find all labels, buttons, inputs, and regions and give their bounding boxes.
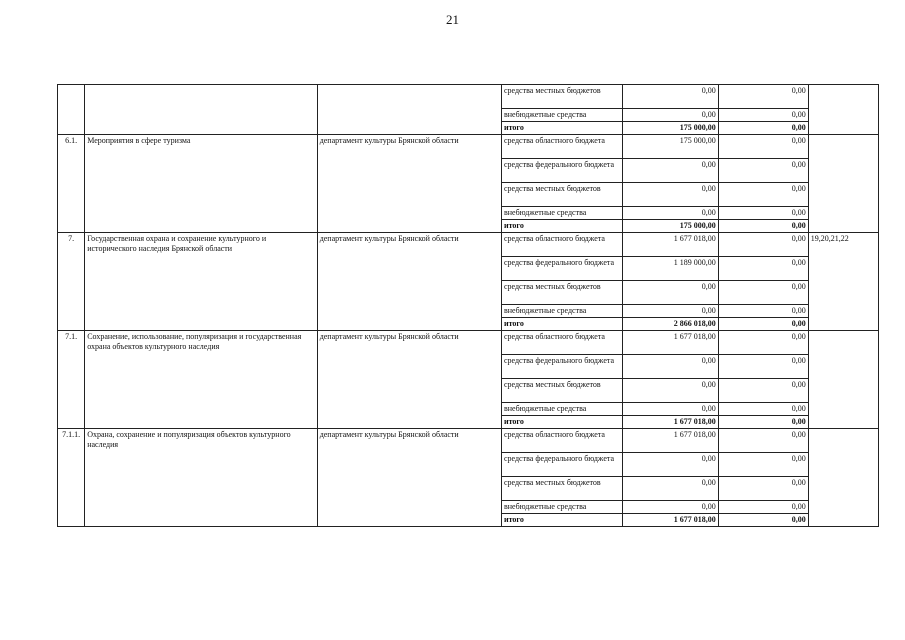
table-row <box>58 331 879 355</box>
cell-value-1: 1 677 018,00 <box>623 429 718 453</box>
cell-source: итого <box>501 220 622 233</box>
cell-measure-name: Государственная охрана и сохранение культурного и исторического наследия Брянской области <box>85 233 317 331</box>
cell-value-1: 0,00 <box>623 207 718 220</box>
cell-source: итого <box>501 318 622 331</box>
cell-value-2: 0,00 <box>718 331 808 355</box>
cell-value-1: 175 000,00 <box>623 135 718 159</box>
cell-source: средства федерального бюджета <box>501 159 622 183</box>
cell-measure-name: Охрана, сохранение и популяризация объектов культурного наследия <box>85 429 317 527</box>
cell-source: итого <box>501 514 622 527</box>
cell-source: средства областного бюджета <box>501 331 622 355</box>
cell-value-2: 0,00 <box>718 305 808 318</box>
table-row <box>58 85 879 109</box>
cell-source: средства федерального бюджета <box>501 453 622 477</box>
cell-value-2: 0,00 <box>718 207 808 220</box>
cell-value-2: 0,00 <box>718 220 808 233</box>
cell-indicator-refs: 19,20,21,22 <box>808 233 878 331</box>
table-row <box>58 429 879 453</box>
cell-source: средства областного бюджета <box>501 429 622 453</box>
page-number: 21 <box>446 12 459 27</box>
cell-value-2: 0,00 <box>718 257 808 281</box>
cell-source: итого <box>501 122 622 135</box>
cell-source: средства местных бюджетов <box>501 85 622 109</box>
cell-item-number: 6.1. <box>58 135 85 233</box>
cell-executor: департамент культуры Брянской области <box>317 135 501 233</box>
cell-value-1: 0,00 <box>623 403 718 416</box>
cell-source: средства местных бюджетов <box>501 183 622 207</box>
cell-value-2: 0,00 <box>718 233 808 257</box>
cell-value-2: 0,00 <box>718 159 808 183</box>
cell-value-1: 0,00 <box>623 85 718 109</box>
cell-value-2: 0,00 <box>718 379 808 403</box>
cell-source: итого <box>501 416 622 429</box>
cell-value-2: 0,00 <box>718 135 808 159</box>
cell-value-1: 0,00 <box>623 355 718 379</box>
cell-value-1: 0,00 <box>623 477 718 501</box>
cell-executor: департамент культуры Брянской области <box>317 331 501 429</box>
cell-value-1: 0,00 <box>623 281 718 305</box>
cell-indicator-refs <box>808 135 878 233</box>
cell-name <box>85 85 317 135</box>
cell-value-2: 0,00 <box>718 183 808 207</box>
cell-value-1: 175 000,00 <box>623 220 718 233</box>
cell-value-1: 1 677 018,00 <box>623 331 718 355</box>
cell-value-1: 2 866 018,00 <box>623 318 718 331</box>
cell-value-2: 0,00 <box>718 85 808 109</box>
cell-value-1: 1 189 000,00 <box>623 257 718 281</box>
cell-ref <box>808 85 878 135</box>
cell-source: внебюджетные средства <box>501 109 622 122</box>
cell-value-2: 0,00 <box>718 109 808 122</box>
cell-source: средства областного бюджета <box>501 233 622 257</box>
cell-value-2: 0,00 <box>718 429 808 453</box>
table-row <box>58 135 879 159</box>
cell-org <box>317 85 501 135</box>
cell-value-2: 0,00 <box>718 318 808 331</box>
cell-value-1: 0,00 <box>623 305 718 318</box>
cell-source: средства местных бюджетов <box>501 379 622 403</box>
cell-item-number: 7.1.1. <box>58 429 85 527</box>
cell-source: средства областного бюджета <box>501 135 622 159</box>
cell-value-1: 0,00 <box>623 183 718 207</box>
cell-value-2: 0,00 <box>718 416 808 429</box>
cell-executor: департамент культуры Брянской области <box>317 233 501 331</box>
cell-value-1: 1 677 018,00 <box>623 514 718 527</box>
cell-value-1: 0,00 <box>623 453 718 477</box>
cell-value-1: 1 677 018,00 <box>623 233 718 257</box>
cell-value-2: 0,00 <box>718 501 808 514</box>
cell-value-2: 0,00 <box>718 403 808 416</box>
cell-item-number: 7.1. <box>58 331 85 429</box>
cell-value-2: 0,00 <box>718 122 808 135</box>
cell-measure-name: Сохранение, использование, популяризация и государственная охрана объектов культурного наследия <box>85 331 317 429</box>
budget-table-body <box>58 85 879 527</box>
cell-value-2: 0,00 <box>718 477 808 501</box>
cell-source: средства федерального бюджета <box>501 257 622 281</box>
cell-indicator-refs <box>808 331 878 429</box>
cell-source: внебюджетные средства <box>501 305 622 318</box>
cell-executor: департамент культуры Брянской области <box>317 429 501 527</box>
cell-source: средства федерального бюджета <box>501 355 622 379</box>
cell-source: внебюджетные средства <box>501 403 622 416</box>
cell-source: внебюджетные средства <box>501 207 622 220</box>
cell-value-1: 0,00 <box>623 501 718 514</box>
cell-value-1: 1 677 018,00 <box>623 416 718 429</box>
budget-table <box>57 84 879 527</box>
cell-value-2: 0,00 <box>718 514 808 527</box>
cell-item-number: 7. <box>58 233 85 331</box>
cell-source: внебюджетные средства <box>501 501 622 514</box>
cell-source: средства местных бюджетов <box>501 477 622 501</box>
cell-value-1: 0,00 <box>623 109 718 122</box>
cell-indicator-refs <box>808 429 878 527</box>
cell-source: средства местных бюджетов <box>501 281 622 305</box>
cell-value-1: 175 000,00 <box>623 122 718 135</box>
cell-value-1: 0,00 <box>623 379 718 403</box>
table-row <box>58 233 879 257</box>
cell-value-2: 0,00 <box>718 355 808 379</box>
cell-measure-name: Мероприятия в сфере туризма <box>85 135 317 233</box>
cell-idx <box>58 85 85 135</box>
cell-value-2: 0,00 <box>718 281 808 305</box>
cell-value-2: 0,00 <box>718 453 808 477</box>
cell-value-1: 0,00 <box>623 159 718 183</box>
